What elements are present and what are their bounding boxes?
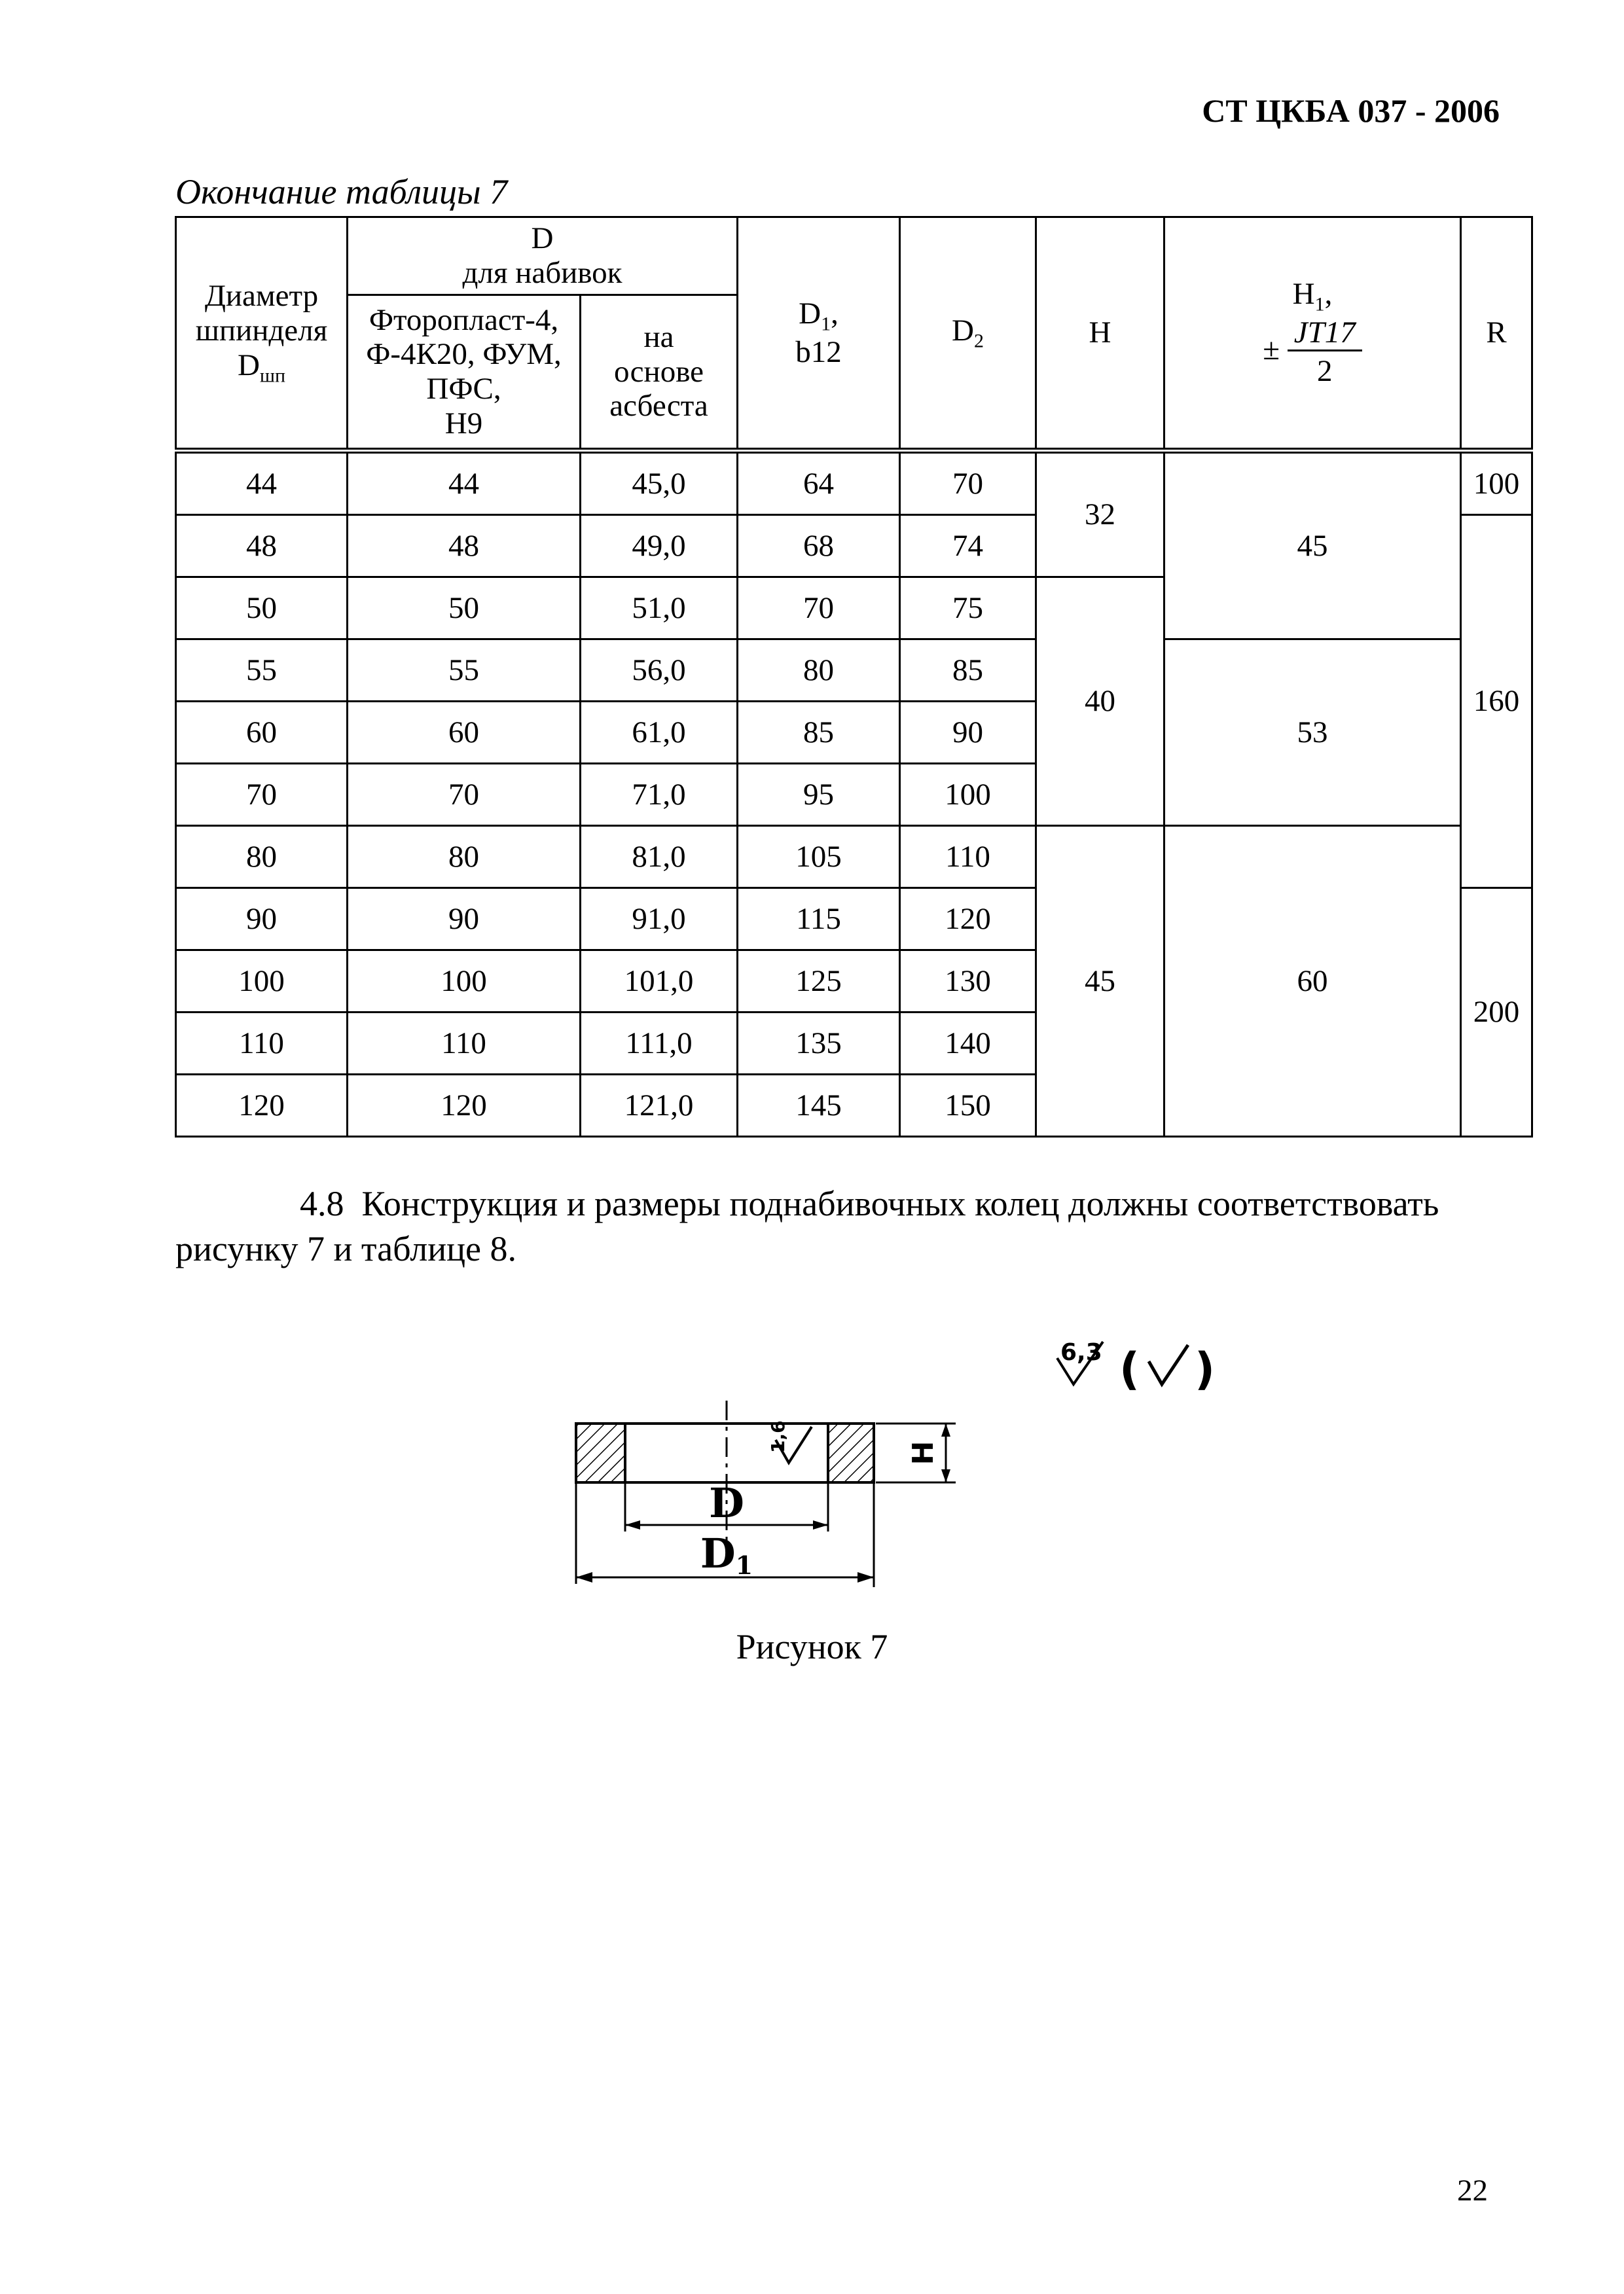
cell-d-asbestos: 101,0 [581, 950, 738, 1013]
cell-d-asbestos: 91,0 [581, 888, 738, 950]
cell-h1: 60 [1164, 826, 1461, 1137]
header-d-asbestos: на основе асбеста [581, 295, 738, 451]
cell-d1: 145 [738, 1075, 900, 1137]
cell-spindle: 110 [176, 1013, 348, 1075]
ring-section [576, 1401, 874, 1551]
cell-d-asbestos: 111,0 [581, 1013, 738, 1075]
svg-text:D1: D1 [700, 1530, 753, 1580]
table-row [176, 639, 1532, 702]
header-spindle-diameter: Диаметр шпинделя $D_{шп}$ [176, 217, 348, 451]
cell-d1: 64 [738, 451, 900, 515]
cell-spindle: 50 [176, 577, 348, 639]
cell-h1: 53 [1164, 639, 1461, 826]
cell-d1: 85 [738, 702, 900, 764]
header-d-ptfe: Фторопласт-4, Ф-4К20, ФУМ, ПФС, H9 [348, 295, 581, 451]
cell-d1: 68 [738, 515, 900, 577]
page-number: 22 [1457, 2174, 1488, 2208]
cell-d1: 70 [738, 577, 900, 639]
document-code: СТ ЦКБА 037 - 2006 [1202, 92, 1500, 129]
cell-spindle: 70 [176, 764, 348, 826]
cell-h1: 45 [1164, 451, 1461, 639]
cell-d2: 85 [900, 639, 1036, 702]
cell-d1: 80 [738, 639, 900, 702]
cell-d2: 74 [900, 515, 1036, 577]
cell-d-asbestos: 61,0 [581, 702, 738, 764]
table-caption: Окончание таблицы 7 [175, 172, 508, 211]
paragraph-text: Конструкция и размеры поднабивочных колец должны соответствовать рисунку 7 и таблице 8. [175, 1184, 1439, 1269]
cell-d2: 100 [900, 764, 1036, 826]
cell-spindle: 80 [176, 826, 348, 888]
cell-d-asbestos: 51,0 [581, 577, 738, 639]
cell-r: 160 [1461, 515, 1532, 888]
cell-d1: 125 [738, 950, 900, 1013]
cell-spindle: 44 [176, 451, 348, 515]
svg-text:D: D [709, 1479, 744, 1527]
cell-d-asbestos: 71,0 [581, 764, 738, 826]
svg-text:(: ( [1119, 1344, 1140, 1395]
section-paragraph [175, 1181, 1529, 1272]
cell-h: 32 [1036, 451, 1164, 577]
svg-text:): ) [1195, 1344, 1216, 1395]
cell-d-ptfe: 60 [348, 702, 581, 764]
cell-d2: 110 [900, 826, 1036, 888]
header-r: R [1461, 217, 1532, 451]
cell-spindle: 100 [176, 950, 348, 1013]
section-number: 4.8 [300, 1184, 344, 1223]
cell-h: 40 [1036, 577, 1164, 826]
cell-d1: 115 [738, 888, 900, 950]
cell-spindle: 48 [176, 515, 348, 577]
cell-d-asbestos: 49,0 [581, 515, 738, 577]
cell-d-ptfe: 120 [348, 1075, 581, 1137]
cell-d-ptfe: 90 [348, 888, 581, 950]
cell-r: 200 [1461, 888, 1532, 1137]
cell-d1: 105 [738, 826, 900, 888]
header-d2: $D_2$ [900, 217, 1036, 451]
header-h1: $H_1$, ± $\frac{JT17}{2}$ [1164, 217, 1461, 451]
table-row [176, 451, 1532, 515]
roughness-general-mark [1057, 1339, 1215, 1395]
cell-d-asbestos: 121,0 [581, 1075, 738, 1137]
d-dimension [625, 1479, 828, 1532]
table-row [176, 826, 1532, 888]
cell-d2: 150 [900, 1075, 1036, 1137]
cell-d-ptfe: 70 [348, 764, 581, 826]
dimensions-table [175, 216, 1533, 1138]
cell-d1: 95 [738, 764, 900, 826]
svg-text:H: H [907, 1441, 940, 1465]
cell-d2: 75 [900, 577, 1036, 639]
header-h: H [1036, 217, 1164, 451]
cell-d-asbestos: 45,0 [581, 451, 738, 515]
cell-d-asbestos: 56,0 [581, 639, 738, 702]
cell-d-ptfe: 48 [348, 515, 581, 577]
cell-d2: 120 [900, 888, 1036, 950]
header-d1: $D_1$, b12 [738, 217, 900, 451]
cell-d-asbestos: 81,0 [581, 826, 738, 888]
cell-d-ptfe: 80 [348, 826, 581, 888]
cell-d-ptfe: 44 [348, 451, 581, 515]
cell-d2: 70 [900, 451, 1036, 515]
figure-caption: Рисунок 7 [736, 1627, 888, 1666]
cell-spindle: 60 [176, 702, 348, 764]
cell-d2: 140 [900, 1013, 1036, 1075]
cell-d-ptfe: 55 [348, 639, 581, 702]
cell-spindle: 90 [176, 888, 348, 950]
cell-spindle: 55 [176, 639, 348, 702]
svg-text:1,6: 1,6 [767, 1420, 789, 1453]
cell-d-ptfe: 50 [348, 577, 581, 639]
cell-d1: 135 [738, 1013, 900, 1075]
cell-d-ptfe: 100 [348, 950, 581, 1013]
roughness-face-mark [767, 1420, 812, 1463]
cell-r: 100 [1461, 451, 1532, 515]
svg-text:6,3: 6,3 [1060, 1339, 1102, 1366]
header-d-packing: D для набивок [348, 217, 738, 295]
cell-spindle: 120 [176, 1075, 348, 1137]
cell-h: 45 [1036, 826, 1164, 1137]
ring-drawing [563, 1335, 1270, 1597]
cell-d-ptfe: 110 [348, 1013, 581, 1075]
h-dimension [876, 1424, 956, 1482]
cell-d2: 90 [900, 702, 1036, 764]
cell-d2: 130 [900, 950, 1036, 1013]
